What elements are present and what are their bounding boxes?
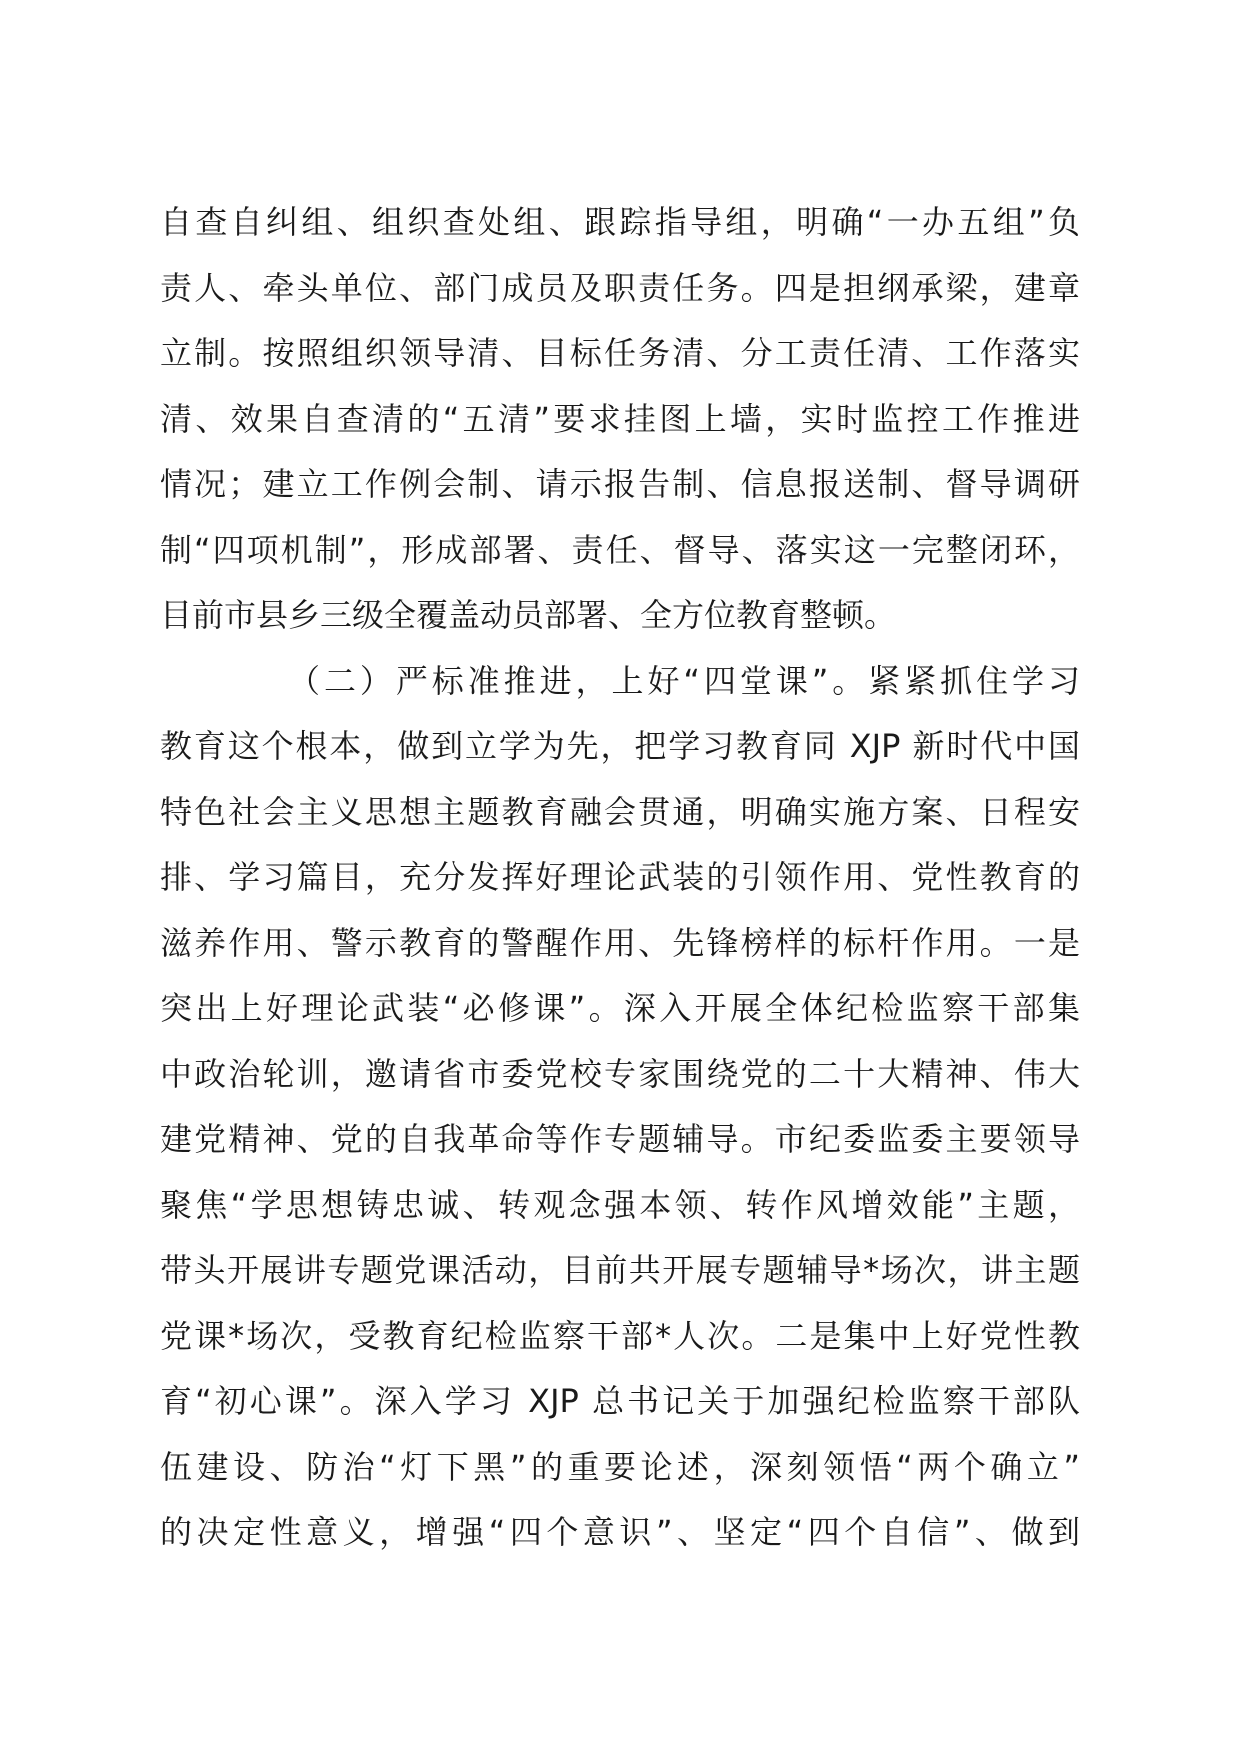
text-line: 党课*场次，受教育纪检监察干部*人次。二是集中上好党性教 — [160, 1316, 1080, 1355]
text-line: 带头开展讲专题党课活动，目前共开展专题辅导*场次，讲主题 — [160, 1251, 1080, 1289]
text-line: 情况；建立工作例会制、请示报告制、信息报送制、督导调研 — [160, 465, 1080, 503]
body-text — [160, 190, 1080, 1566]
text-line: 育“初心课”。深入学习 XJP 总书记关于加强纪检监察干部队 — [160, 1382, 1080, 1420]
text-line: 清、效果自查清的“五清”要求挂图上墙，实时监控工作推进 — [160, 399, 1080, 438]
text-line: 立制。按照组织领导清、目标任务清、分工责任清、工作落实 — [160, 334, 1080, 372]
text-line: 目前市县乡三级全覆盖动员部署、全方位教育整顿。 — [160, 596, 897, 634]
text-line: 滋养作用、警示教育的警醒作用、先锋榜样的标杆作用。一是 — [160, 923, 1080, 962]
text-line: 中政治轮训，邀请省市委党校专家围绕党的二十大精神、伟大 — [160, 1054, 1080, 1093]
text-line: 制“四项机制”，形成部署、责任、督导、落实这一完整闭环， — [160, 530, 1080, 569]
text-line: 的决定性意义，增强“四个意识”、坚定“四个自信”、做到 — [160, 1513, 1080, 1551]
text-line: 聚焦“学思想铸忠诚、转观念强本领、转作风增效能”主题， — [160, 1185, 1080, 1224]
text-line: 自查自纠组、组织查处组、跟踪指导组，明确“一办五组”负 — [160, 203, 1080, 241]
text-line: 建党精神、党的自我革命等作专题辅导。市纪委监委主要领导 — [160, 1120, 1080, 1158]
text-line: 责人、牵头单位、部门成员及职责任务。四是担纲承梁，建章 — [160, 268, 1080, 307]
section-heading-line: （二）严标准推进，上好“四堂课”。紧紧抓住学习 — [288, 661, 1080, 700]
text-line: 排、学习篇目，充分发挥好理论武装的引领作用、党性教育的 — [160, 858, 1080, 896]
text-line: 伍建设、防治“灯下黑”的重要论述，深刻领悟“两个确立” — [160, 1447, 1080, 1486]
text-line: 教育这个根本，做到立学为先，把学习教育同 XJP 新时代中国 — [160, 727, 1080, 765]
text-line: 突出上好理论武装“必修课”。深入开展全体纪检监察干部集 — [160, 989, 1080, 1027]
text-line: 特色社会主义思想主题教育融会贯通，明确实施方案、日程安 — [160, 792, 1080, 831]
